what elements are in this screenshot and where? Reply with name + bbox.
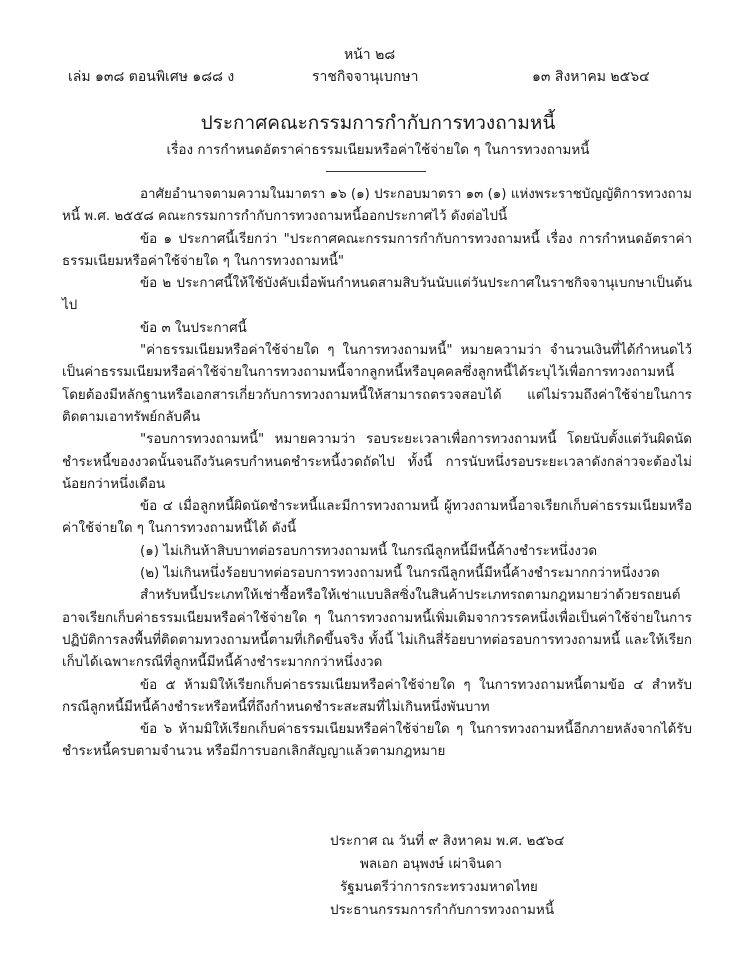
paragraph: (๑) ไม่เกินห้าสิบบาทต่อรอบการทวงถามหนี้ ในกรณีลูกหนี้มีหนี้ค้างชำระหนึ่งงวด: [140, 543, 598, 559]
paragraph: ข้อ ๖ ห้ามมิให้เรียกเก็บค่าธรรมเนียมหรือค่าใช้จ่ายใด ๆ ในการทวงถามหนี้อีกภายหลังจากได้รับชำระหนี้ครบตามจำนวน หรือมีการบอกเลิกสัญญาแล้วตามกฎหมาย: [62, 722, 692, 760]
gazette-date: ๑๓ สิงหาคม ๒๕๖๔: [532, 69, 650, 85]
document-body: [62, 184, 692, 764]
paragraph: ข้อ ๒ ประกาศนี้ให้ใช้บังคับเมื่อพ้นกำหนดสามสิบวันนับแต่วันประกาศในราชกิจจานุเบกษาเป็นต้นไป: [62, 276, 692, 314]
announcement-date: ประกาศ ณ วันที่ ๙ สิงหาคม พ.ศ. ๒๕๖๔: [330, 833, 565, 849]
paragraph: ข้อ ๓ ในประกาศนี้: [140, 320, 247, 336]
page-number: หน้า ๒๘: [344, 47, 396, 63]
signatory-name: พลเอก อนุพงษ์ เผ่าจินดา: [360, 856, 502, 872]
gazette-volume: เล่ม ๑๓๘ ตอนพิเศษ ๑๘๘ ง: [68, 69, 235, 85]
gazette-name: ราชกิจจานุเบกษา: [312, 69, 419, 85]
paragraph: "ค่าธรรมเนียมหรือค่าใช้จ่ายใด ๆ ในการทวงถามหนี้" หมายความว่า จำนวนเงินที่ได้กำหนดไว้เป็นค่าธรรมเนียมหรือค่าใช้จ่ายในการทวงถามหนี้จากลูกหนี้หรือบุคคลซึ่งลูกหนี้ได้ระบุไว้เพื่อการทวงถามหนี้ โดยต้องมีหลักฐานหรือเอกสารเกี่ยวกับการทวงถามหนี้ให้สามารถตรวจสอบได้ แต่ไม่รวมถึงค่าใช้จ่ายในการติดตามเอาทรัพย์กลับคืน: [62, 343, 692, 425]
divider: [326, 171, 426, 172]
signature-block: [330, 830, 710, 922]
paragraph: ข้อ ๑ ประกาศนี้เรียกว่า "ประกาศคณะกรรมการกำกับการทวงถามหนี้ เรื่อง การกำหนดอัตราค่าธรรมเนียมหรือค่าใช้จ่ายใด ๆ ในการทวงถามหนี้": [62, 231, 692, 269]
paragraph: ข้อ ๕ ห้ามมิให้เรียกเก็บค่าธรรมเนียมหรือค่าใช้จ่ายใด ๆ ในการทวงถามหนี้ตามข้อ ๔ สำหรับกรณีลูกหนี้มีหนี้ค้างชำระหรือหนี้ที่ถึงกำหนดชำระสะสมที่ไม่เกินหนึ่งพันบาท: [62, 677, 692, 715]
signatory-position: รัฐมนตรีว่าการกระทรวงมหาดไทย: [340, 879, 538, 895]
document-subject: เรื่อง การกำหนดอัตราค่าธรรมเนียมหรือค่าใช้จ่ายใด ๆ ในการทวงถามหนี้: [166, 142, 590, 158]
paragraph: "รอบการทวงถามหนี้" หมายความว่า รอบระยะเวลาเพื่อการทวงถามหนี้ โดยนับตั้งแต่วันผิดนัดชำระหนี้ของงวดนั้นจนถึงวันครบกำหนดชำระหนี้งวดถัดไป ทั้งนี้ การนับหนึ่งรอบระยะเวลาดังกล่าวจะต้องไม่น้อยกว่าหนึ่งเดือน: [62, 432, 692, 492]
paragraph: (๒) ไม่เกินหนึ่งร้อยบาทต่อรอบการทวงถามหนี้ ในกรณีลูกหนี้มีหนี้ค้างชำระมากกว่าหนึ่งงวด: [140, 566, 660, 582]
paragraph: ข้อ ๔ เมื่อลูกหนี้ผิดนัดชำระหนี้และมีการทวงถามหนี้ ผู้ทวงถามหนี้อาจเรียกเก็บค่าธรรมเนียมหรือค่าใช้จ่ายใด ๆ ในการทวงถามหนี้ได้ ดังนี้: [62, 499, 692, 537]
document-title: ประกาศคณะกรรมการกำกับการทวงถามหนี้: [200, 112, 556, 134]
paragraph: อาศัยอำนาจตามความในมาตรา ๑๖ (๑) ประกอบมาตรา ๑๓ (๑) แห่งพระราชบัญญัติการทวงถามหนี้ พ.ศ. ๒๕๕๘ คณะกรรมการกำกับการทวงถามหนี้ออกประกาศไว้ ดังต่อไปนี้: [62, 187, 692, 225]
signatory-role: ประธานกรรมการกำกับการทวงถามหนี้: [330, 902, 555, 918]
paragraph: สำหรับหนี้ประเภทให้เช่าซื้อหรือให้เช่าแบบลิสซิ่งในสินค้าประเภทรถตามกฎหมายว่าด้วยรถยนต์ อาจเรียกเก็บค่าธรรมเนียมหรือค่าใช้จ่ายใด ๆ ในการทวงถามหนี้เพิ่มเติมจากวรรคหนึ่งเพื่อเป็นค่าใช้จ่ายในการปฏิบัติการลงพื้นที่ติดตามทวงถามหนี้ตามที่เกิดขึ้นจริง ทั้งนี้ ไม่เกินสี่ร้อยบาทต่อรอบการทวงถามหนี้ และให้เรียกเก็บได้เฉพาะกรณีที่ลูกหนี้มีหนี้ค้างชำระมากกว่าหนึ่งงวด: [62, 588, 692, 671]
